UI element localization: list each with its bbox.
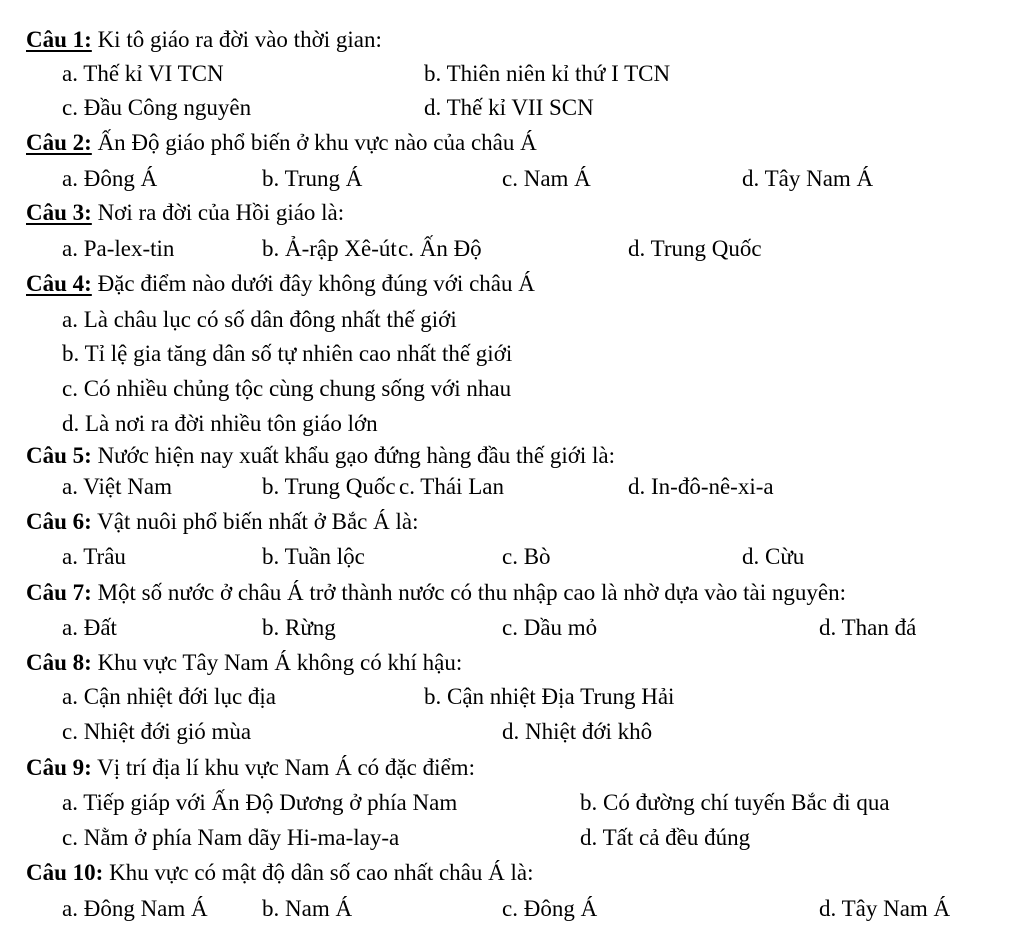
question-text: Ấn Độ giáo phổ biến ở khu vực nào của châu Á: [91, 130, 537, 155]
question-text: Vật nuôi phổ biến nhất ở Bắc Á là:: [91, 509, 419, 534]
option-a: a. Là châu lục có số dân đông nhất thế giới: [62, 307, 457, 332]
question-text: Đặc điểm nào dưới đây không đúng với châu Á: [91, 271, 535, 296]
question-label: Câu 3:: [26, 200, 92, 225]
option-d: d. Thế kỉ VII SCN: [424, 95, 594, 120]
question-5: [26, 440, 615, 472]
option-b: b. Có đường chí tuyến Bắc đi qua: [580, 790, 890, 815]
question-8: [26, 647, 462, 679]
option-d: d. Là nơi ra đời nhiều tôn giáo lớn: [62, 411, 378, 436]
question-label: Câu 8:: [26, 650, 92, 675]
option-c: c. Dầu mỏ: [502, 615, 598, 640]
question-label: Câu 2:: [26, 130, 92, 155]
question-10: [26, 857, 533, 889]
option-a: a. Đất: [62, 615, 117, 640]
option-b: b. Trung Quốc: [262, 474, 396, 499]
question-text: Một số nước ở châu Á trở thành nước có thu nhập cao là nhờ dựa vào tài nguyên:: [91, 580, 846, 605]
question-9: [26, 752, 475, 784]
option-a: a. Đông Nam Á: [62, 896, 208, 921]
question-text: Nước hiện nay xuất khẩu gạo đứng hàng đầu thế giới là:: [91, 443, 615, 468]
option-a: a. Việt Nam: [62, 474, 172, 499]
question-3: [26, 197, 344, 229]
option-a: a. Thế kỉ VI TCN: [62, 61, 224, 86]
option-b: b. Cận nhiệt Địa Trung Hải: [424, 684, 675, 709]
question-1: [26, 24, 382, 56]
option-b: b. Thiên niên kỉ thứ I TCN: [424, 61, 671, 86]
option-d: d. Tây Nam Á: [742, 166, 874, 191]
question-label: Câu 9:: [26, 755, 92, 780]
option-b: b. Ả-rập Xê-út: [262, 236, 397, 261]
option-c: c. Bò: [502, 544, 551, 569]
option-b: b. Tuần lộc: [262, 544, 365, 569]
option-c: c. Nằm ở phía Nam dãy Hi-ma-lay-a: [62, 825, 400, 850]
option-b: b. Tỉ lệ gia tăng dân số tự nhiên cao nhất thế giới: [62, 341, 513, 366]
question-label: Câu 1:: [26, 27, 92, 52]
question-label: Câu 7:: [26, 580, 92, 605]
option-d: d. Trung Quốc: [628, 236, 762, 261]
question-label: Câu 6:: [26, 509, 92, 534]
option-d: d. Tất cả đều đúng: [580, 825, 751, 850]
option-c: c. Đầu Công nguyên: [62, 95, 252, 120]
option-c: c. Thái Lan: [399, 474, 504, 499]
question-text: Khu vực Tây Nam Á không có khí hậu:: [91, 650, 463, 675]
option-c: c. Đông Á: [502, 896, 598, 921]
option-d: d. Than đá: [819, 615, 917, 640]
option-b: b. Trung Á: [262, 166, 363, 191]
option-a: a. Trâu: [62, 544, 126, 569]
option-d: d. Tây Nam Á: [819, 896, 951, 921]
question-2: [26, 127, 537, 159]
option-a: a. Cận nhiệt đới lục địa: [62, 684, 276, 709]
question-text: Ki tô giáo ra đời vào thời gian:: [91, 27, 382, 52]
option-b: b. Rừng: [262, 615, 336, 640]
option-a: a. Pa-lex-tin: [62, 236, 175, 261]
question-text: Vị trí địa lí khu vực Nam Á có đặc điểm:: [91, 755, 475, 780]
option-c: c. Nhiệt đới gió mùa: [62, 719, 252, 744]
option-d: d. In-đô-nê-xi-a: [628, 474, 774, 499]
question-text: Khu vực có mật độ dân số cao nhất châu Á là:: [103, 860, 534, 885]
question-label: Câu 5:: [26, 443, 92, 468]
question-7: [26, 577, 846, 609]
question-label: Câu 10:: [26, 860, 104, 885]
option-a: a. Tiếp giáp với Ấn Độ Dương ở phía Nam: [62, 790, 458, 815]
option-c: c. Nam Á: [502, 166, 591, 191]
question-4: [26, 268, 535, 300]
option-c: c. Ấn Độ: [398, 236, 482, 261]
question-text: Nơi ra đời của Hồi giáo là:: [91, 200, 345, 225]
option-d: d. Nhiệt đới khô: [502, 719, 653, 744]
option-d: d. Cừu: [742, 544, 805, 569]
question-6: [26, 506, 418, 538]
question-label: Câu 4:: [26, 271, 92, 296]
option-b: b. Nam Á: [262, 896, 353, 921]
option-c: c. Có nhiều chủng tộc cùng chung sống với nhau: [62, 376, 512, 401]
option-a: a. Đông Á: [62, 166, 158, 191]
